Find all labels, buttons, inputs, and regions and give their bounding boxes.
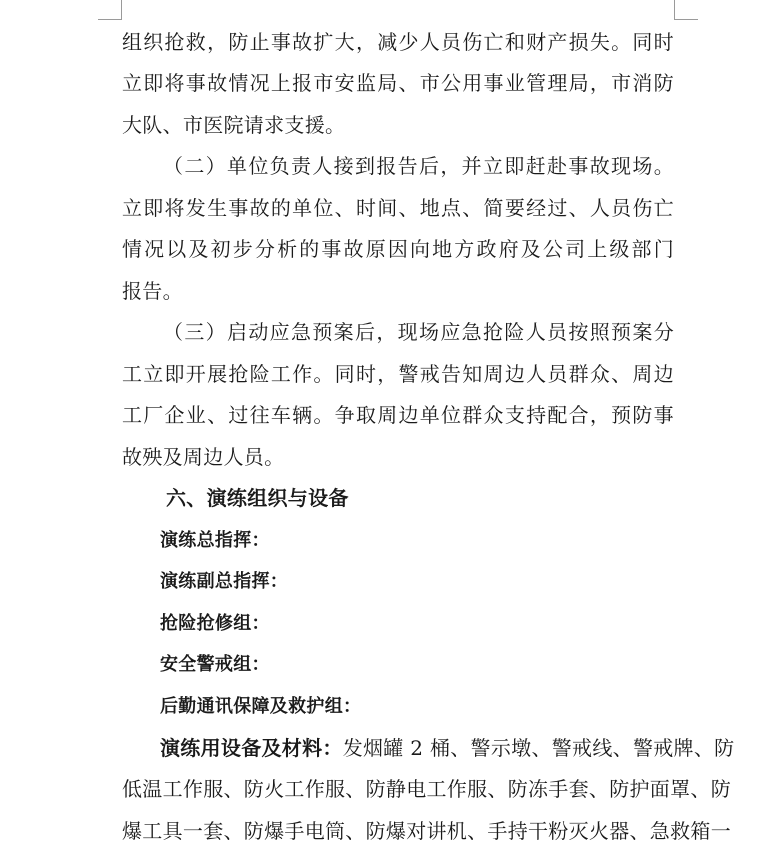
- crop-mark-left: [121, 0, 122, 20]
- paragraph-line: （三）启动应急预案后，现场应急抢险人员按照预案分: [163, 320, 674, 344]
- equipment-label: 演练用设备及材料：: [160, 736, 343, 760]
- crop-mark-right: [674, 0, 675, 20]
- role-director: 演练总指挥：: [160, 530, 270, 551]
- paragraph-line: 故殃及周边人员。: [122, 445, 285, 469]
- paragraph-line: 组织抢救，防止事故扩大，减少人员伤亡和财产损失。同时: [122, 30, 674, 54]
- paragraph-line: 立即将事故情况上报市安监局、市公用事业管理局，市消防: [122, 71, 674, 95]
- crop-mark-left-horizontal: [98, 19, 122, 20]
- role-security-team: 安全警戒组：: [160, 654, 270, 675]
- role-deputy-director: 演练副总指挥：: [160, 571, 289, 592]
- equipment-text: 发烟罐 2 桶、警示墩、警戒线、警戒牌、防: [342, 736, 735, 760]
- equipment-line: 爆工具一套、防爆手电筒、防爆对讲机、手持干粉灭火器、急救箱一: [122, 819, 731, 843]
- section-heading: 六、演练组织与设备: [166, 486, 349, 510]
- role-logistics-team: 后勤通讯保障及救护组：: [160, 696, 362, 717]
- paragraph-line: 工厂企业、过往车辆。争取周边单位群众支持配合，预防事: [122, 403, 674, 427]
- paragraph-line: （二）单位负责人接到报告后，并立即赶赴事故现场。: [163, 154, 674, 178]
- equipment-line: [160, 728, 735, 769]
- paragraph-line: 立即将发生事故的单位、时间、地点、简要经过、人员伤亡: [122, 196, 674, 220]
- crop-mark-right-horizontal: [674, 19, 698, 20]
- paragraph-line: 情况以及初步分析的事故原因向地方政府及公司上级部门: [122, 237, 674, 261]
- paragraph-line: 报告。: [122, 279, 183, 303]
- paragraph-line: 工立即开展抢险工作。同时，警戒告知周边人员群众、周边: [122, 362, 674, 386]
- role-repair-team: 抢险抢修组：: [160, 613, 270, 634]
- paragraph-line: 大队、市医院请求支援。: [122, 113, 346, 137]
- equipment-line: 低温工作服、防火工作服、防静电工作服、防冻手套、防护面罩、防: [122, 777, 731, 801]
